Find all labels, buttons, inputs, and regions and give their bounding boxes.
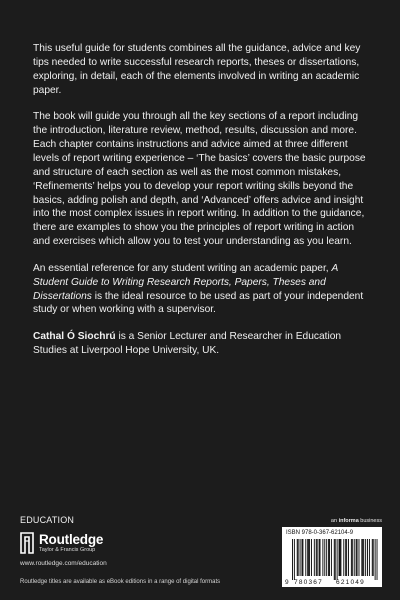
publisher-name: Routledge — [39, 531, 104, 547]
isbn-label: ISBN 978-0-367-62104-9 — [286, 530, 354, 536]
barcode-bar — [373, 539, 374, 576]
barcode-bar — [300, 539, 301, 576]
barcode-bar — [352, 539, 353, 576]
barcode-bar — [319, 539, 320, 576]
publisher-logo — [20, 530, 150, 556]
isbn-barcode — [282, 527, 382, 587]
barcode-bar — [311, 539, 312, 576]
business-suffix: business — [358, 518, 382, 524]
barcode-bar — [314, 539, 315, 576]
barcode-bar — [345, 539, 346, 576]
barcode-bar — [328, 539, 329, 576]
barcode-bars — [292, 539, 378, 580]
publisher-logo-text — [39, 533, 103, 554]
barcode-bar — [361, 539, 362, 576]
back-cover-blurb — [33, 42, 371, 370]
publisher-website: www.routledge.com/education — [20, 560, 107, 567]
barcode-bar — [316, 539, 317, 576]
barcode-bar — [329, 539, 330, 576]
book-title-italic: A Student Guide to Writing Research Reports, Papers, Theses and Dissertations — [33, 262, 338, 302]
informa-business-tag — [290, 518, 382, 524]
barcode-bar — [354, 539, 355, 576]
barcode-bar — [346, 539, 347, 576]
subject-category: EDUCATION — [20, 515, 75, 525]
barcode-bar — [331, 539, 332, 576]
barcode-bar — [320, 539, 321, 576]
barcode-bar — [298, 539, 299, 576]
barcode-bar — [357, 539, 358, 576]
barcode-bar — [343, 539, 344, 576]
barcode-bar — [377, 539, 378, 580]
barcode-bar — [297, 539, 298, 576]
barcode-bar — [334, 539, 335, 580]
barcode-bar — [335, 539, 336, 580]
barcode-bar — [369, 539, 370, 576]
ebook-availability-note: Routledge titles are available as eBook editions in a range of digital formats — [20, 579, 221, 585]
barcode-bar — [308, 539, 309, 576]
barcode-bar — [307, 539, 308, 576]
author-name: Cathal Ó Siochrú — [33, 330, 116, 342]
barcode-bar — [294, 539, 295, 580]
barcode-image — [282, 527, 382, 587]
barcode-bar — [317, 539, 318, 576]
barcode-bar — [302, 539, 303, 576]
barcode-bar — [322, 539, 323, 576]
barcode-bar — [362, 539, 363, 576]
barcode-bar — [292, 539, 293, 580]
business-prefix: an — [330, 518, 339, 524]
blurb-reference-start: An essential reference for any student writing an academic paper, — [33, 262, 332, 274]
barcode-bar — [359, 539, 360, 576]
blurb-intro-text: This useful guide for students combines all the guidance, advice and key tips needed to write successful research reports, theses or dissertations, exploring, in detail, each of the elements involved in writing an academic paper. — [33, 43, 361, 96]
barcode-bar — [367, 539, 368, 576]
barcode-bar — [348, 539, 349, 576]
blurb-paragraph-reference — [33, 262, 371, 318]
barcode-digit-first: 9 — [285, 579, 289, 586]
barcode-bar — [375, 539, 376, 580]
publisher-subtitle: Taylor & Francis Group — [39, 547, 96, 553]
barcode-bar — [302, 539, 303, 576]
blurb-reference-end: is the ideal resource to be used as part of your independent study or when working with a supervisor. — [33, 290, 364, 316]
barcode-bar — [372, 539, 373, 576]
barcode-bar — [305, 539, 306, 576]
barcode-bar — [326, 539, 327, 576]
barcode-bar — [363, 539, 364, 576]
author-bio — [33, 330, 371, 358]
routledge-logo-icon — [20, 532, 34, 554]
barcode-bar — [356, 539, 357, 576]
blurb-paragraph-structure — [33, 110, 371, 249]
barcode-digits-left: 780367 — [294, 579, 323, 586]
barcode-bar — [324, 539, 325, 576]
business-brand: informa — [338, 518, 359, 524]
blurb-structure-text: The book will guide you through all the key sections of a report including the introduction, literature review, method, results, discussion and more. Each chapter contains instructions and advice aimed at three different levels of report writing experience – ‘The basics’ covers the basic purpose and structure of each section as well as the most common mistakes, ‘Refinements’ helps you to develop your report writing skills beyond the basics, adding polish and depth, and ‘Advanced’ offers advice and insight into the most complex issues in report writing. In addition to the guidance, there are examples to show you the principles of report writing in action and exercises which allow you to test your understanding as you learn. — [33, 111, 366, 248]
author-bio-text: is a Senior Lecturer and Researcher in Education Studies at Liverpool Hope University, UK. — [33, 330, 342, 356]
barcode-digits-right: 621049 — [336, 579, 365, 586]
barcode-bar — [365, 539, 366, 576]
barcode-bar — [340, 539, 341, 576]
barcode-bar — [337, 539, 338, 580]
barcode-bar — [339, 539, 340, 576]
barcode-bar — [340, 539, 341, 576]
barcode-bar — [351, 539, 352, 576]
blurb-paragraph-intro — [33, 42, 371, 98]
barcode-bar — [309, 539, 310, 576]
